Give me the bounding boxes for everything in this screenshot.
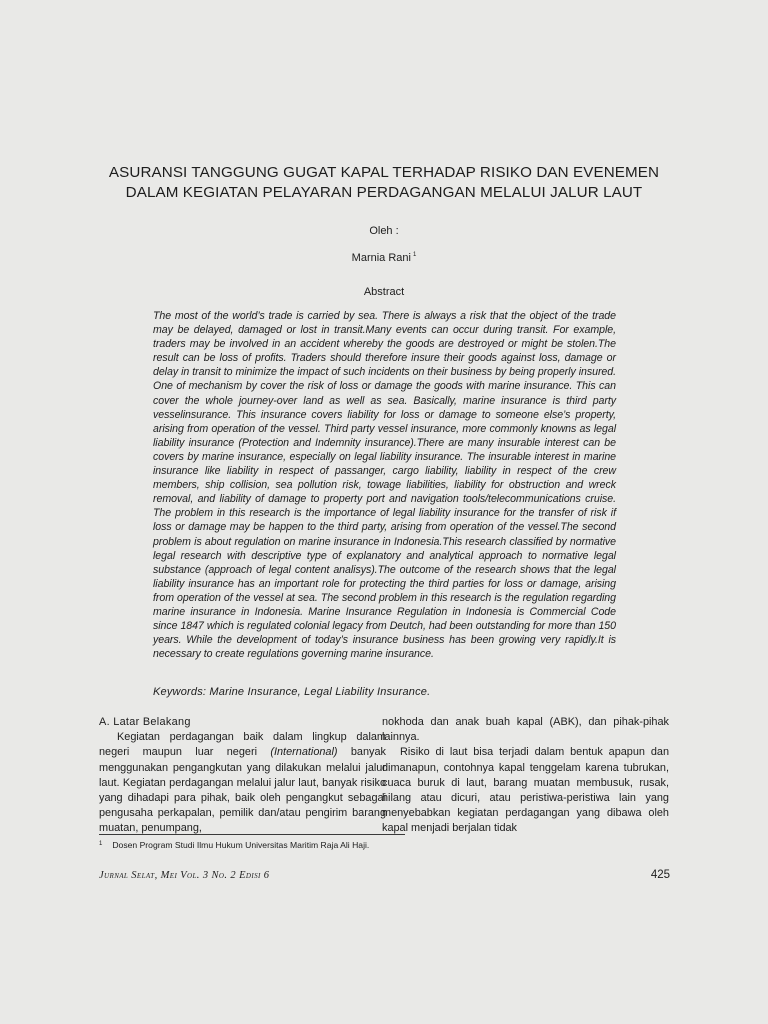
left-p1-start: Kegiatan perdagangan baik dalam lingkup dalam negeri maupun luar negeri	[99, 731, 386, 759]
footnote-text: Dosen Program Studi Ilmu Hukum Universitas Maritim Raja Ali Haji.	[112, 840, 370, 850]
keywords: Keywords: Marine Insurance, Legal Liability Insurance.	[153, 686, 431, 698]
body-column-right	[382, 715, 669, 837]
body-column-left	[99, 715, 386, 837]
journal-footer: Jurnal Selat, Mei Vol. 3 No. 2 Edisi 6	[99, 870, 270, 881]
footnote-divider	[99, 834, 405, 835]
abstract-text: The most of the world’s trade is carried by sea. There is always a risk that the object of the trade may be delayed, damaged or lost in transit.Many events can occur during transit. For example, traders may be involved in an accident whereby the goods are destroyed or might be stolen.The result can be loss of profits. Traders should therefore insure their goods against loss, damage or delay in transit to minimize the impact of such incidents on their business by being properly insured. One of mechanism by cover the risk of loss or damage the goods with marine insurance. This can cover the whole journey-over land as well as sea. Basically, marine insurance is third party vesselinsurance. This insurance covers liability for loss or damage to someone else’s property, arising from operation of the vessel. Third party vessel insurance, more commonly knowns as legal liability insurance (Protection and Indemnity insurance).There are many insurable interest can be covers by marine insurance, especially on legal liability insurance. The insurable interest in marine insurance like liability in respect of passanger, cargo liability, liability in respect of the crew members, ship collision, sea pollution risk, towage liabilities, liability for obstruction and wreck removal, and liability of damage to property port and navigation tools/telecommunications cruise. The problem in this research is the importance of legal liability insurance for the transfer of risk if loss or damage may be happen to the third party, arising from operation of the vessel.The second problem is about regulation on marine insurance in Indonesia.This research classified by normative legal research with descriptive type of explanatory and analytical approach to normative legal substance (approach of legal content analisys).The outcome of the research shows that the legal liability insurance has an important role for protecting the third parties for loss or damage, arising from operation of the vessel at sea. The second problem in this research is the regulation regarding marine insurance in Indonesia. Marine Insurance Regulation in Indonesia is Commercial Code since 1847 which is regulated colonial legacy from Deutch, had been outstanding for more than 150 years. While the development of today’s insurance business has been growing very rapidly.It is necessary to create regulations governing marine insurance.	[153, 310, 616, 661]
left-paragraph-1	[99, 730, 386, 836]
right-paragraph-1: nokhoda dan anak buah kapal (ABK), dan pihak-pihak lainnya.	[382, 716, 669, 744]
paper-title	[60, 163, 708, 203]
author-name: Marnia Rani	[351, 252, 411, 264]
abstract-heading: Abstract	[363, 286, 405, 298]
right-paragraph-2: Risiko di laut bisa terjadi dalam bentuk apapun dan dimanapun, contohnya kapal tenggelam karena tubrukan, cuaca buruk di laut, barang muatan membusuk, rusak, hilang atau dicuri, atau peristiwa-peristiwa lain yang menyebabkan kegiatan perdagangan yang dibawa oleh kapal menjadi berjalan tidak	[382, 746, 669, 835]
page-number: 425	[650, 869, 670, 881]
oleh-label: Oleh :	[369, 225, 399, 237]
section-heading: A. Latar Belakang	[99, 716, 191, 728]
footnote-mark: 1	[99, 841, 103, 847]
left-p1-end: banyak menggunakan pengangkutan yang dilakukan melalui jalur laut. Kegiatan perdagangan melalui jalur laut, banyak risiko yang dihadapi para pihak, baik oleh pengangkut sebagai pengusaha perkapalan, pemilik dan/atau pengirim barang muatan, penumpang,	[99, 746, 386, 835]
title-line-1: ASURANSI TANGGUNG GUGAT KAPAL TERHADAP RISIKO DAN EVENEMEN	[108, 164, 660, 181]
author-line	[0, 252, 768, 264]
author-footnote-mark: 1	[412, 252, 417, 258]
footnote	[99, 840, 599, 850]
left-p1-italic: (International)	[270, 746, 338, 759]
title-line-2: DALAM KEGIATAN PELAYARAN PERDAGANGAN MELALUI JALUR LAUT	[125, 184, 643, 201]
